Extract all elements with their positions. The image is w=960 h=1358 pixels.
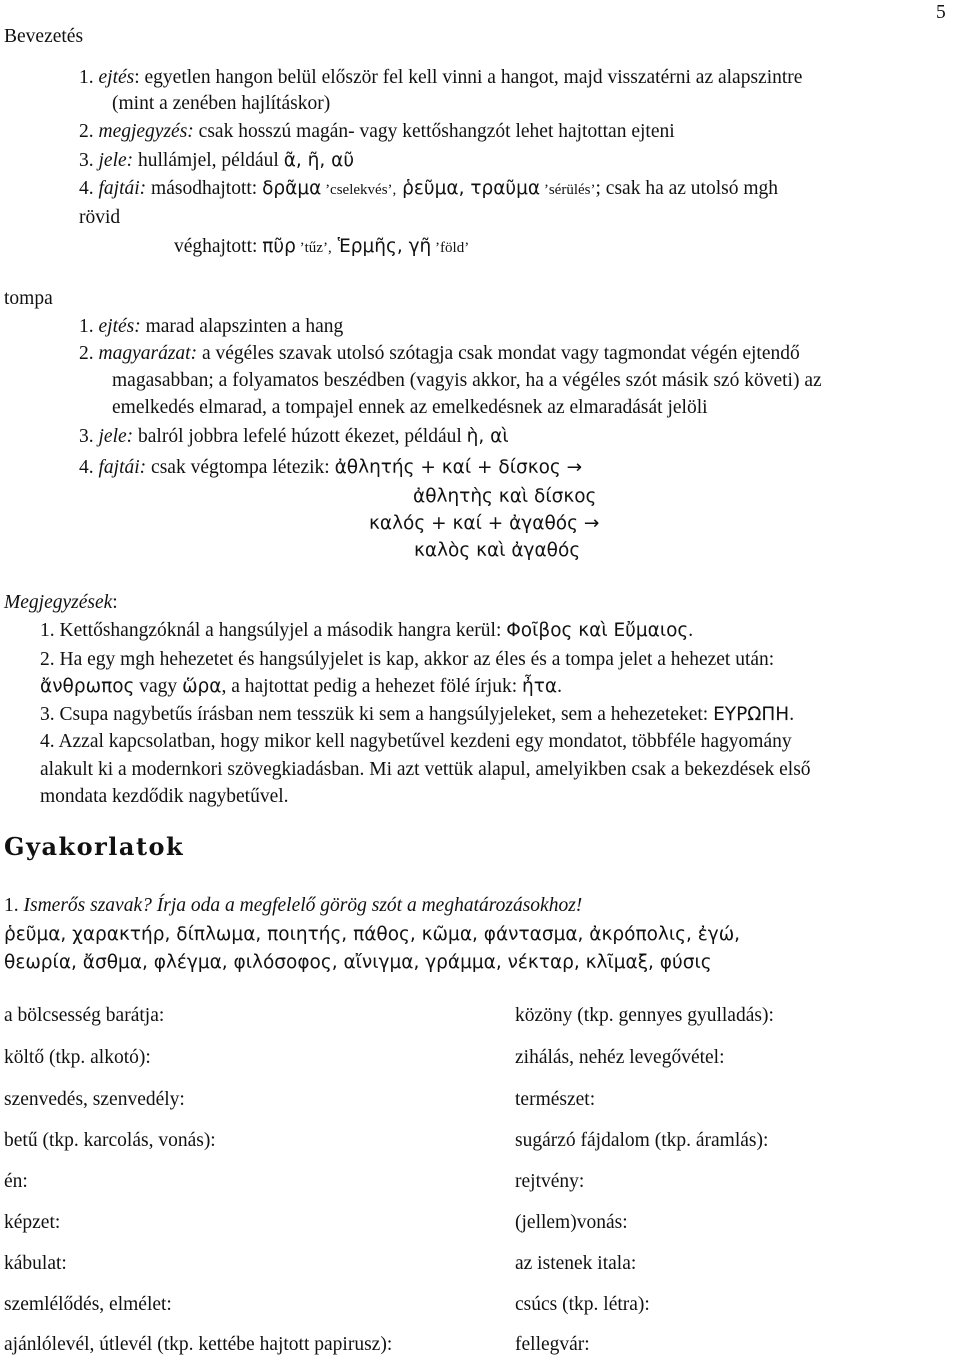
grave-item-3: 3. jele: balról jobbra lefelé húzott ékezet, például ὴ, αὶ [79, 426, 509, 447]
greek-word: Ἑρμῆς, γῆ [331, 236, 432, 257]
item-label: magyarázat: [98, 343, 198, 364]
definition-prompt: kábulat: [4, 1253, 67, 1274]
definition-prompt: képzet: [4, 1212, 61, 1233]
definition-prompt: (jellem)vonás: [515, 1212, 628, 1233]
exercise-task: 1. Ismerős szavak? Írja oda a megfelelő görög szót a meghatározásokhoz! [4, 895, 583, 916]
item-label: fajtái: [98, 457, 147, 478]
definition-prompt: sugárzó fájdalom (tkp. áramlás): [515, 1130, 769, 1151]
greek-word: Φοῖβος καὶ Εὔμαιος [506, 620, 689, 641]
tilde-item-1-cont: (mint a zenében hajlításkor) [112, 93, 331, 114]
item-label: ejtés [98, 67, 135, 88]
definition-prompt: természet: [515, 1089, 596, 1110]
meaning: ’sérülés’ [540, 182, 596, 198]
meaning: ’föld’ [431, 240, 470, 256]
definition-prompt: az istenek itala: [515, 1253, 637, 1274]
greek-word-list-line-2: θεωρία, ἄσθμα, φλέγμα, φιλόσοφος, αἴνιγμα, γράμμα, νέκταρ, κλῖμαξ, φύσις [4, 952, 712, 973]
exercises-heading: Gyakorlatok [4, 832, 185, 861]
item-label: ejtés: [98, 316, 141, 337]
greek-example: ὴ, αὶ [466, 426, 509, 447]
greek-word: ὥρα [182, 676, 222, 697]
tilde-item-3: 3. jele: hullámjel, például ᾶ, ῆ, αῦ [79, 150, 355, 171]
tilde-item-2: 2. megjegyzés: csak hosszú magán- vagy kettőshangzót lehet hajtottan ejteni [79, 121, 675, 142]
greek-word: ΕΥΡΩΠΗ [713, 704, 790, 725]
note-2-cont: ἄνθρωπος vagy ὥρα, a hajtottat pedig a hehezet fölé írjuk: ἦτα. [40, 676, 562, 697]
note-4: 4. Azzal kapcsolatban, hogy mikor kell nagybetűvel kezdeni egy mondatot, többféle hagyomány [40, 731, 792, 752]
running-header: Bevezetés [4, 26, 84, 47]
greek-example-line: ἀθλητὴς καὶ δίσκος [413, 486, 597, 507]
greek-example-line: καλός + καί + ἀγαθός → [369, 513, 600, 534]
page-number: 5 [936, 2, 946, 23]
definition-prompt: a bölcsesség barátja: [4, 1005, 165, 1026]
tilde-item-1: 1. ejtés: egyetlen hangon belül először fel kell vinni a hangot, majd visszatérni az alapszintre [79, 67, 803, 88]
tilde-item-4-line3: véghajtott: πῦρ ’tűz’, Ἑρμῆς, γῆ ’föld’ [174, 236, 470, 257]
definition-prompt: fellegvár: [515, 1334, 590, 1355]
greek-word: ῥεῦμα, τραῦμα [396, 178, 541, 199]
greek-word: πῦρ [262, 236, 296, 257]
note-2: 2. Ha egy mgh hehezetet és hangsúlyjelet is kap, akkor az éles és a tompa jelet a hehezet után: [40, 649, 775, 670]
definition-prompt: csúcs (tkp. létra): [515, 1294, 650, 1315]
note-4-cont2: mondata kezdődik nagybetűvel. [40, 786, 289, 807]
grave-item-2-cont: magasabban; a folyamatos beszédben (vagyis akkor, ha a végéles szót másik szó követi) az [112, 370, 822, 391]
tilde-item-4-cont: rövid [79, 207, 121, 228]
meaning: ’cselekvés’, [321, 182, 397, 198]
definition-prompt: ajánlólevél, útlevél (tkp. kettébe hajtott papirusz): [4, 1334, 393, 1355]
item-label: jele: [98, 150, 134, 171]
greek-example: ᾶ, ῆ, αῦ [283, 150, 355, 171]
item-label: fajtái: [98, 178, 147, 199]
definition-prompt: közöny (tkp. gennyes gyulladás): [515, 1005, 774, 1026]
definition-prompt: rejtvény: [515, 1171, 585, 1192]
grave-item-2-cont2: emelkedés elmarad, a tompajel ennek az emelkedésnek az elmaradását jelöli [112, 397, 708, 418]
greek-example-line: καλὸς καὶ ἀγαθός [414, 540, 581, 561]
definition-prompt: szenvedés, szenvedély: [4, 1089, 185, 1110]
definition-prompt: szemlélődés, elmélet: [4, 1294, 172, 1315]
definition-prompt: költő (tkp. alkotó): [4, 1047, 151, 1068]
tilde-item-4: 4. fajtái: másodhajtott: δρᾶμα ’cselekvés’, ῥεῦμα, τραῦμα ’sérülés’; csak ha az utolsó mgh [79, 178, 778, 199]
greek-example: ἀθλητής + καί + δίσκος → [334, 457, 583, 478]
grave-item-2: 2. magyarázat: a végéles szavak utolsó szótagja csak mondat vagy tagmondat végén ejtendő [79, 343, 800, 364]
item-label: jele: [98, 426, 134, 447]
section-title-grave: tompa [4, 288, 53, 309]
item-label: megjegyzés: [98, 121, 194, 142]
note-3: 3. Csupa nagybetűs írásban nem tesszük ki sem a hangsúlyjeleket, sem a hehezeteket: ΕΥΡΩΠΗ. [40, 704, 795, 725]
grave-item-4: 4. fajtái: csak végtompa létezik: ἀθλητής + καί + δίσκος → [79, 457, 583, 478]
greek-word: ἄνθρωπος [40, 676, 135, 697]
greek-word-list-line-1: ῥεῦμα, χαρακτήρ, δίπλωμα, ποιητής, πάθος, κῶμα, φάντασμα, ἀκρόπολις, ἐγώ, [4, 924, 741, 945]
meaning: ’tűz’, [295, 240, 332, 256]
definition-prompt: én: [4, 1171, 28, 1192]
greek-word: δρᾶμα [262, 178, 322, 199]
definition-prompt: betű (tkp. karcolás, vonás): [4, 1130, 216, 1151]
definition-prompt: zihálás, nehéz levegővétel: [515, 1047, 725, 1068]
notes-title: Megjegyzések: [4, 592, 118, 613]
note-4-cont: alakult ki a modernkori szövegkiadásban. Mi azt vettük alapul, amelyikben csak a bekezdések első [40, 759, 811, 780]
grave-item-1: 1. ejtés: marad alapszinten a hang [79, 316, 344, 337]
note-1: 1. Kettőshangzóknál a hangsúlyjel a második hangra kerül: Φοῖβος καὶ Εὔμαιος. [40, 620, 694, 641]
greek-word: ἦτα [522, 676, 558, 697]
